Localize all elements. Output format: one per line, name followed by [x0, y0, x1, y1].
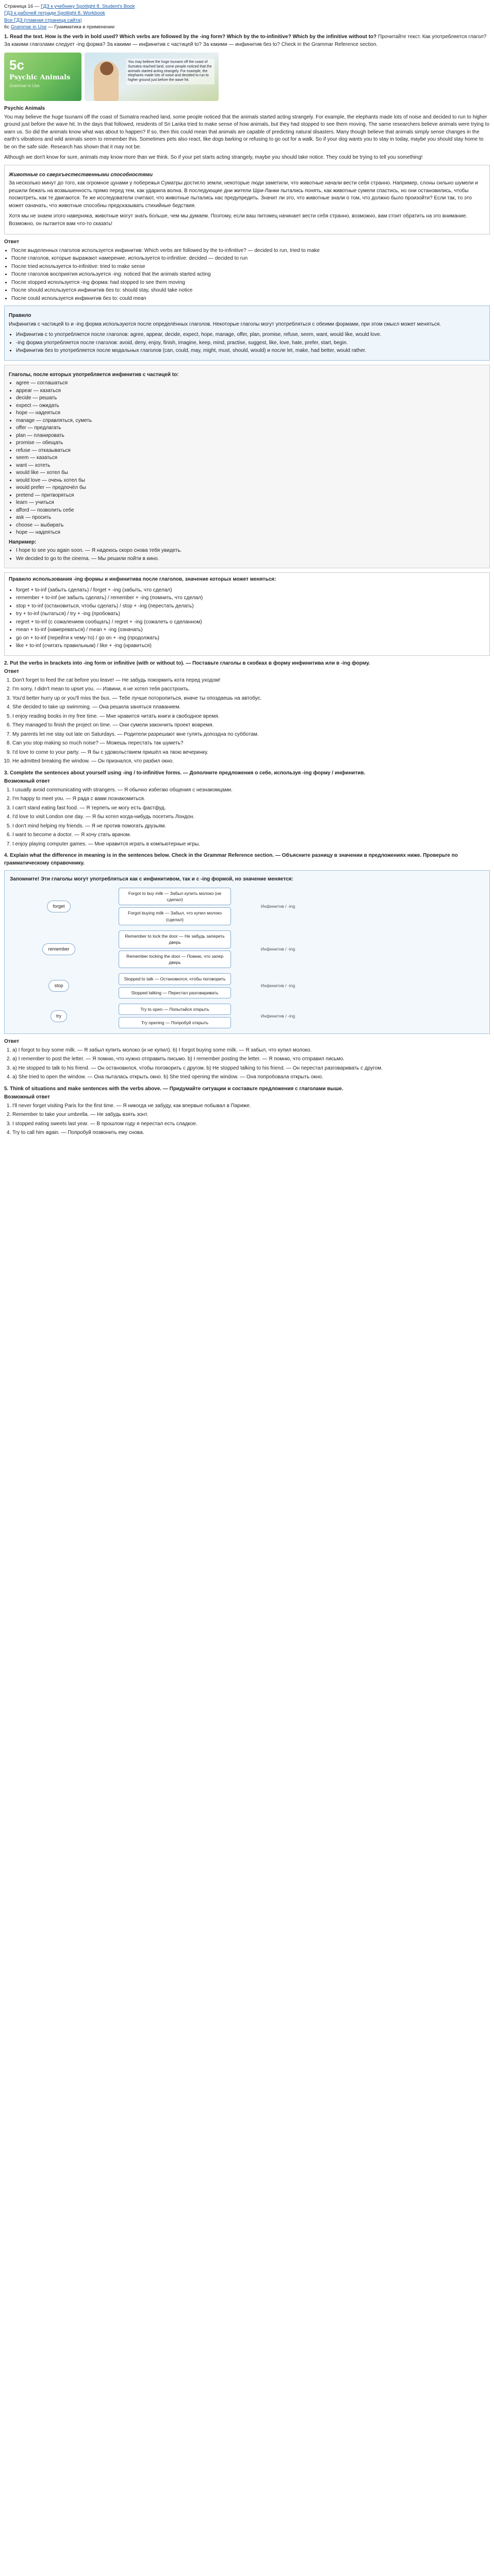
- task-4-answer-head: Ответ: [4, 1039, 20, 1045]
- list-item: • mean + to-inf (намереваться) / mean + -ing (означать): [16, 626, 485, 634]
- list-item: • refuse — отказываться: [16, 447, 485, 455]
- list-item: • promise — обещать: [16, 439, 485, 447]
- diagram-cards: [119, 973, 231, 998]
- task-2-answers: [4, 677, 490, 766]
- list-item: • После выделенных глаголов используется инфинитив: Which verbs are followed by the to-infinitive? — decided to run, tried to make: [11, 247, 490, 255]
- list-item: • decide — решать: [16, 395, 485, 402]
- list-item: • afford — позволить себе: [16, 507, 485, 515]
- list-item: • would love — очень хотел бы: [16, 477, 485, 485]
- article-title: Psychic Animals: [4, 106, 45, 112]
- list-item: • После stopped используется -ing форма: had stopped to see them moving: [11, 279, 490, 287]
- nav-prefix: Страница 16 —: [4, 4, 41, 9]
- home-link[interactable]: Все ГДЗ (главная страница сайта): [4, 17, 82, 23]
- list-item: • Инфинитив с to употребляется после глаголов: agree, appear, decide, expect, hope, manage, offer, plan, promise, refuse, seem, want, would like, would love.: [16, 331, 485, 339]
- list-item: • forget + to-inf (забыть сделать) / forget + -ing (забыть, что сделал): [16, 587, 485, 595]
- list-item: • После should используется инфинитив без to: should stay, should take notice: [11, 287, 490, 295]
- nav-line-3: [4, 17, 490, 24]
- list-item: 1. I'll never forget visiting Paris for the first time. — Я никогда не забуду, как впервые побывал в Париже.: [12, 1103, 490, 1110]
- task-1-body: Прочитайте текст. Как употребляется глагол? За какими глаголами следует -ing форма? За какими — инфинитив с частицей to? За какими — инфинитив без to? Check in the Grammar Reference section.: [4, 34, 487, 47]
- verbs-title: Глаголы, после которых употребляется инфинитив с частицей to:: [9, 371, 179, 378]
- grammar-rule-title: Правило: [9, 313, 31, 319]
- rule-2-list: [9, 587, 485, 650]
- list-item: • choose — выбирать: [16, 522, 485, 530]
- list-item: • plan — планировать: [16, 432, 485, 440]
- diagram-cards: [119, 888, 231, 925]
- list-item: 6. They managed to finish the project on time. — Они сумели закончить проект вовремя.: [12, 722, 490, 730]
- translation-paragraph-2: Хотя мы не знаем этого наверняка, животные могут знать больше, чем мы думаем. Поэтому, если ваш питомец начинает вести себя странно, возможно, вам стоит обратить на это внимание. Возможно, он пытается вам что-то сказать!: [9, 213, 468, 227]
- list-item: 7. I enjoy playing computer games. — Мне нравится играть в компьютерные игры.: [12, 841, 490, 849]
- grammar-in-use-link[interactable]: Grammar in Use: [10, 24, 47, 30]
- answer-1-list: [4, 247, 490, 303]
- list-item: 2. Remember to take your umbrella. — Не забудь взять зонт.: [12, 1111, 490, 1119]
- diagram-card: Forgot to buy milk — Забыл купить молоко (не сделал): [119, 888, 231, 906]
- students-book-link[interactable]: ГДЗ к учебнику Spotlight 8. Student's Book: [41, 4, 135, 9]
- task-4-answers: [4, 1047, 490, 1081]
- list-item: • like + to-inf (считать правильным) / like + -ing (нравиться): [16, 642, 485, 650]
- diagram-card: Try opening — Попробуй открыть: [119, 1017, 231, 1028]
- lesson-badge-image: [4, 53, 81, 101]
- list-item: 4. a) She tried to open the window. — Она пыталась открыть окно. b) She tried opening the window. — Она попробовала открыть окно.: [12, 1074, 490, 1081]
- list-item: 9. I'd love to come to your party. — Я бы с удовольствием пришёл на твою вечеринку.: [12, 749, 490, 757]
- list-item: 3. I can't stand eating fast food. — Я терпеть не могу есть фастфуд.: [12, 805, 490, 812]
- diagram-title: Запомните! Эти глаголы могут употребляться как с инфинитивом, так и с -ing формой, но значение меняется:: [10, 876, 293, 883]
- list-item: 2. I'm sorry, I didn't mean to upset you. — Извини, я не хотел тебя расстроить.: [12, 686, 490, 693]
- list-item: • hope — надеяться: [16, 410, 485, 417]
- task-1-title: 1. Read the text. How is the verb in bold used? Which verbs are followed by the -ing form? Which by the to-infinitive? Which by the infinitive without to?: [4, 34, 377, 40]
- list-item: 7. My parents let me stay out late on Saturdays. — Родители разрешают мне гулять допоздна по субботам.: [12, 731, 490, 739]
- task-1-intro: [4, 33, 490, 48]
- list-item: • remember + to-inf (не забыть сделать) / remember + -ing (помнить, что сделал): [16, 595, 485, 602]
- list-item: 3. I stopped eating sweets last year. — В прошлом году я перестал есть сладкое.: [12, 1121, 490, 1128]
- list-item: 8. Can you stop making so much noise? — Можешь перестать так шуметь?: [12, 740, 490, 748]
- list-item: 2. I'm happy to meet you. — Я рада с вами познакомиться.: [12, 795, 490, 803]
- diagram-verb: forget: [47, 901, 70, 912]
- list-item: • После глаголов, которые выражают намерение, используется to-infinitive: decided — decided to run: [11, 255, 490, 263]
- diagram-tag: Инфинитив / -ing: [260, 946, 295, 952]
- verbs-box: [4, 365, 490, 569]
- list-item: 4. Try to call him again. — Попробуй позвонить ему снова.: [12, 1129, 490, 1137]
- diagram-verb: remember: [42, 943, 75, 955]
- task-3-answers: [4, 787, 490, 849]
- task-5-answers: [4, 1103, 490, 1137]
- list-item: • hope — надеяться: [16, 529, 485, 537]
- article-paragraph-2: Although we don't know for sure, animals may know more than we think. So if your pet starts acting strangely, maybe you should take notice. They could be trying to tell you something!: [4, 155, 423, 161]
- list-item: 1. Don't forget to feed the cat before you leave! — Не забудь покормить кота перед уходом!: [12, 677, 490, 685]
- verbs-diagram: [4, 870, 490, 1034]
- list-item: 2. a) I remember to post the letter. — Я помню, что нужно отправить письмо. b) I remember posting the letter. — Я помню, что отправил письмо.: [12, 1056, 490, 1063]
- list-item: • manage — справляться, суметь: [16, 417, 485, 425]
- diagram-card: Stopped to talk — Остановился, чтобы поговорить: [119, 973, 231, 985]
- list-item: • Инфинитив без to употребляется после модальных глаголов (can, could, may, might, must, should, would) и после let, make, had better, would rather.: [16, 347, 485, 355]
- lesson-title: Psychic Animals: [9, 74, 71, 82]
- list-item: 1. I usually avoid communicating with strangers. — Я обычно избегаю общения с незнакомцами.: [12, 787, 490, 794]
- list-item: • offer — предлагать: [16, 425, 485, 432]
- diagram-card: Try to open — Попытайся открыть: [119, 1004, 231, 1015]
- grammar-rule-box: [4, 306, 490, 361]
- list-item: • We decided to go to the cinema. — Мы решили пойти в кино.: [16, 555, 485, 563]
- list-item: • stop + to-inf (остановиться, чтобы сделать) / stop + -ing (перестать делать): [16, 603, 485, 611]
- workbook-link[interactable]: ГДЗ к рабочей тетради Spotlight 8. Workbook: [4, 10, 105, 16]
- diagram-card: Remember to lock the door — Не забудь запереть дверь: [119, 930, 231, 948]
- person-head-icon: [100, 62, 113, 75]
- rule-2-box: [4, 572, 490, 656]
- diagram-verb: try: [51, 1010, 67, 1022]
- photo-caption: You may believe the huge tsunami off the coast of Sumatra reached land, some people noticed that the animals started acting strangely. For example, the elephants made lots of noise and decided to run to higher ground just before the wave hit.: [126, 59, 215, 84]
- lesson-subtitle: Grammar in Use: [9, 83, 40, 89]
- task-4-title: 4. Explain what the difference in meaning is in the sentences below. Check in the Grammar Reference section. — Объясните разницу в значении в предложениях ниже. Проверьте по грамматическому справочнику.: [4, 853, 458, 866]
- list-item: • regret + to-inf (с сожалением сообщать) / regret + -ing (сожалеть о сделанном): [16, 619, 485, 626]
- diagram-grid: [10, 888, 484, 1029]
- verbs-examples: [9, 547, 485, 563]
- list-item: • go on + to-inf (перейти к чему-то) / go on + -ing (продолжать): [16, 635, 485, 642]
- top-navigation: [4, 3, 490, 30]
- list-item: 3. a) He stopped to talk to his friend. — Он остановился, чтобы поговорить с другом. b) He stopped talking to his friend. — Он перестал разговаривать с другом.: [12, 1065, 490, 1073]
- diagram-tag: Инфинитив / -ing: [260, 1013, 295, 1019]
- list-item: • would like — хотел бы: [16, 469, 485, 477]
- task-3-answer-head: Возможный ответ: [4, 778, 50, 785]
- nav-line-1: [4, 3, 490, 10]
- page: [0, 0, 494, 1137]
- list-item: • После tried используется to-infinitive: tried to make sense: [11, 263, 490, 271]
- list-item: • appear — казаться: [16, 387, 485, 395]
- list-item: • agree — соглашаться: [16, 380, 485, 387]
- verbs-example-title: Например:: [9, 539, 37, 545]
- list-item: • ask — просить: [16, 514, 485, 522]
- task-3-title: 3. Complete the sentences about yourself using -ing / to-infinitive forms. — Дополните предложения о себе, используя -ing форму / инфинитив.: [4, 770, 366, 776]
- diagram-tag: Инфинитив / -ing: [260, 983, 295, 989]
- article-paragraph-1: You may believe the huge tsunami off the coast of Sumatra reached land, some people noticed that the animals started acting strangely. For example, the elephants made lots of noise and decided to run to higher ground just before the wave hit. In the days that followed, residents of Sri Lanka tried to make sense of how animals, but they had stopped to see them moving. The same researchers believe animals were trying to warn us. So did the animals know what was about to happen? If so, then this could mean that animals are capable of predicting natural disasters. Many though believe that animals simply sense changes in the earth's vibrations and wild animals seem to remember this. Sometimes pets also react, like dogs barking or refusing to go out for a walk. So if your dog wants you to stay in today, maybe you should stay home to be on the safe side. Research has shown that it may not be.: [4, 114, 489, 150]
- nav-prefix-2: 6с: [4, 24, 11, 30]
- diagram-tag: Инфинитив / -ing: [260, 904, 295, 909]
- list-item: • would prefer — предпочёл бы: [16, 484, 485, 492]
- list-item: • want — хотеть: [16, 462, 485, 470]
- diagram-card: Forgot buying milk — Забыл, что купил молоко (сделал): [119, 907, 231, 925]
- list-item: 4. I'd love to visit London one day. — Я бы хотел когда-нибудь посетить Лондон.: [12, 814, 490, 821]
- diagram-cards: [119, 930, 231, 968]
- lesson-number: 5c: [9, 57, 24, 73]
- translation-title: Животные со сверхъестественными способностями: [9, 172, 153, 178]
- rule-2-intro: Правило использования -ing формы и инфинитива после глаголов, значение которых может меняться:: [9, 577, 276, 583]
- list-item: 10. He admitted breaking the window. — Он признался, что разбил окно.: [12, 758, 490, 766]
- diagram-card: Remember locking the door — Помню, что запер дверь: [119, 951, 231, 969]
- lesson-photo: [85, 53, 219, 101]
- list-item: • expect — ожидать: [16, 402, 485, 410]
- list-item: • После глаголов восприятия используется -ing: noticed that the animals started acting: [11, 271, 490, 279]
- grammar-rule-intro: Инфинитив с частицей to и -ing форма используются после определённых глаголов. Некоторые глаголы могут употребляться с обеими формами, при этом смысл может меняться.: [9, 321, 441, 327]
- grammar-rule-list: [9, 331, 485, 355]
- list-item: • learn — учиться: [16, 499, 485, 507]
- nav-line-2: [4, 10, 490, 16]
- list-item: • seem — казаться: [16, 454, 485, 462]
- list-item: 6. I want to become a doctor. — Я хочу стать врачом.: [12, 832, 490, 839]
- diagram-verb: stop: [48, 980, 69, 992]
- task-2-answer-head: Ответ: [4, 669, 20, 675]
- verbs-list: [9, 380, 485, 537]
- list-item: • -ing форма употребляется после глаголов: avoid, deny, enjoy, finish, imagine, keep, mind, practise, suggest, like, love, hate, prefer, start, begin.: [16, 340, 485, 347]
- lesson-header-images: [4, 53, 490, 101]
- answer-1-head: Ответ: [4, 239, 20, 245]
- list-item: 1. a) I forgot to buy some milk. — Я забыл купить молоко (и не купил). b) I forgot buying some milk. — Я забыл, что купил молоко.: [12, 1047, 490, 1055]
- translation-paragraph-1: За несколько минут до того, как огромное цунами у побережья Суматры достигло земли, некоторые люди заметили, что животные начали вести себя странно. Например, слоны сильно шумели и решили бежать на возвышенность прямо перед тем, как ударила волна. В последующие дни жители Шри-Ланки пытались понять, как животные сумели спастись, но они остановились, чтобы посмотреть, как те двигаются. Те же исследователи считают, что животные пытались нас предупредить. Значит ли это, что животные знали о том, что должно было произойти? Если так, то это может означать, что животные способны предсказывать стихийные бедствия.: [9, 180, 478, 209]
- nav-line-4: [4, 24, 490, 30]
- translation-box: [4, 165, 490, 235]
- list-item: 3. You'd better hurry up or you'll miss the bus. — Тебе лучше поторопиться, иначе ты опоздаешь на автобус.: [12, 695, 490, 703]
- list-item: 5. I don't mind helping my friends. — Я не против помогать друзьям.: [12, 823, 490, 831]
- list-item: 4. She decided to take up swimming. — Она решила заняться плаванием.: [12, 704, 490, 711]
- diagram-cards: [119, 1004, 231, 1029]
- task-2-title: 2. Put the verbs in brackets into -ing form or infinitive (with or without to). — Поставьте глаголы в скобках в форму инфинитива или в -ing форму.: [4, 660, 370, 666]
- list-item: 5. I enjoy reading books in my free time. — Мне нравится читать книги в свободное время.: [12, 713, 490, 721]
- list-item: • I hope to see you again soon. — Я надеюсь скоро снова тебя увидеть.: [16, 547, 485, 555]
- list-item: • try + to-inf (пытаться) / try + -ing (пробовать): [16, 611, 485, 618]
- nav-suffix: — Грамматика в применении: [46, 24, 115, 30]
- task-5-title: 5. Think of situations and make sentences with the verbs above. — Придумайте ситуации и составьте предложения с глаголами выше.: [4, 1086, 343, 1092]
- task-5-answer-head: Возможный ответ: [4, 1094, 50, 1100]
- list-item: • pretend — притворяться: [16, 492, 485, 500]
- list-item: • После could используется инфинитив без to: could mean: [11, 295, 490, 303]
- diagram-card: Stopped talking — Перестал разговаривать: [119, 987, 231, 998]
